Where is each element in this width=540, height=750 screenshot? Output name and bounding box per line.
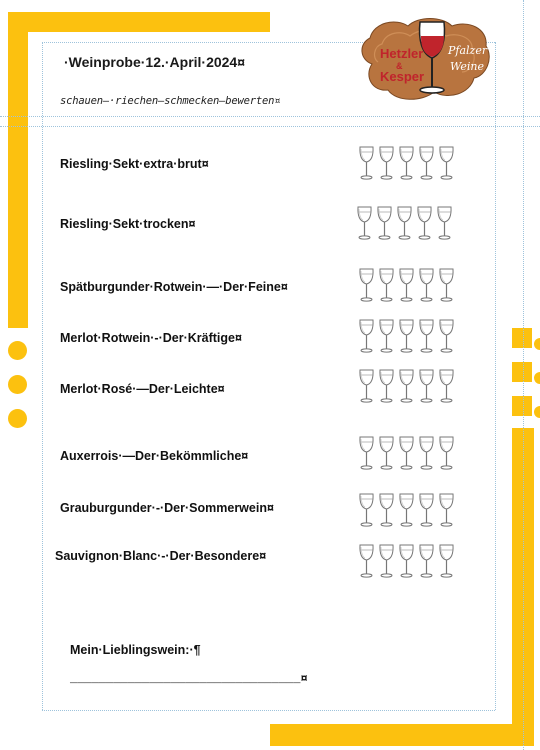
decor-square [512, 362, 532, 382]
wine-glass-icon[interactable] [416, 205, 433, 246]
wine-glass-icon[interactable] [378, 145, 395, 186]
logo-text: & [396, 61, 403, 71]
wine-label: Auxerrois·—Der·Bekömmliche¤ [60, 449, 249, 463]
wine-glass-icon[interactable] [358, 368, 375, 409]
logo-text: Hetzler [380, 46, 424, 61]
wine-glass-icon[interactable] [378, 267, 395, 308]
decor-dot [534, 372, 540, 384]
margin-guide-bottom [42, 710, 495, 711]
wine-glass-icon[interactable] [398, 145, 415, 186]
wine-label: Grauburgunder·-·Der·Sommerwein¤ [60, 501, 274, 515]
wine-glass-icon[interactable] [396, 205, 413, 246]
wine-glass-icon[interactable] [358, 267, 375, 308]
decor-dot [8, 409, 27, 428]
wine-glass-icon[interactable] [398, 543, 415, 584]
wine-glass-icon[interactable] [438, 368, 455, 409]
wine-glass-icon[interactable] [398, 435, 415, 476]
wine-label: Riesling·Sekt·trocken¤ [60, 217, 196, 231]
wine-glass-icon[interactable] [358, 543, 375, 584]
logo-text: Kesper [380, 69, 425, 84]
wine-label: Sauvignon·Blanc·-·Der·Besondere¤ [55, 549, 267, 563]
wine-glass-icon[interactable] [398, 318, 415, 359]
glass-rating[interactable] [358, 267, 455, 308]
wine-label: Merlot·Rotwein·-·Der·Kräftige¤ [60, 331, 242, 345]
wine-label: Riesling·Sekt·extra·brut¤ [60, 157, 209, 171]
favorite-wine-write-line[interactable]: ________________________________¤ [70, 672, 308, 686]
decor-square [512, 396, 532, 416]
wine-glass-icon[interactable] [418, 543, 435, 584]
frame-bar-top-left [8, 12, 270, 32]
wine-glass-icon[interactable] [418, 267, 435, 308]
glass-rating[interactable] [358, 145, 455, 186]
wine-glass-icon[interactable] [378, 368, 395, 409]
logo-script-text: Pfalzer [448, 44, 488, 57]
wine-glass-icon[interactable] [438, 318, 455, 359]
glass-rating[interactable] [358, 435, 455, 476]
frame-bar-left [8, 12, 28, 328]
wine-glass-icon[interactable] [438, 267, 455, 308]
wine-label: Spätburgunder·Rotwein·—·Der·Feine¤ [60, 280, 288, 294]
frame-bar-bottom [270, 724, 534, 746]
wine-glass-icon[interactable] [378, 318, 395, 359]
decor-dot [8, 341, 27, 360]
page-subtitle: schauen—·riechen—schmecken—bewerten¤ [60, 95, 281, 107]
glass-rating[interactable] [358, 368, 455, 409]
decor-dot [534, 406, 540, 418]
wine-glass-icon[interactable] [378, 435, 395, 476]
wine-glass-icon[interactable] [418, 318, 435, 359]
wine-glass-icon[interactable] [356, 205, 373, 246]
wine-glass-icon[interactable] [358, 435, 375, 476]
glass-rating[interactable] [358, 543, 455, 584]
wine-glass-icon[interactable] [438, 435, 455, 476]
wine-glass-icon[interactable] [358, 145, 375, 186]
wine-glass-icon[interactable] [358, 492, 375, 533]
wine-glass-icon[interactable] [376, 205, 393, 246]
wine-glass-icon[interactable] [378, 543, 395, 584]
margin-guide-right [495, 42, 496, 710]
logo-script-text: Weine [450, 60, 485, 73]
wine-glass-icon[interactable] [398, 492, 415, 533]
wine-glass-icon[interactable] [438, 543, 455, 584]
decor-dot [8, 375, 27, 394]
header-guide [0, 126, 540, 127]
winery-logo [358, 14, 492, 106]
wine-glass-icon[interactable] [398, 267, 415, 308]
margin-guide-left [42, 42, 43, 710]
wine-glass-icon[interactable] [418, 145, 435, 186]
page-title: ·Weinprobe·12.·April·2024¤ [64, 54, 246, 70]
edge-guide [523, 0, 524, 750]
wine-label: Merlot·Rosé·—Der·Leichte¤ [60, 382, 225, 396]
header-guide [0, 116, 540, 117]
glass-rating[interactable] [358, 318, 455, 359]
wine-glass-icon[interactable] [398, 368, 415, 409]
wine-glass-icon[interactable] [418, 435, 435, 476]
wine-glass-icon[interactable] [358, 318, 375, 359]
glass-rating[interactable] [358, 492, 455, 533]
wine-glass-icon[interactable] [418, 492, 435, 533]
decor-dot [534, 338, 540, 350]
glass-rating[interactable] [356, 205, 453, 246]
wine-glass-icon[interactable] [436, 205, 453, 246]
wine-glass-icon[interactable] [378, 492, 395, 533]
wine-glass-icon[interactable] [438, 145, 455, 186]
wine-glass-icon[interactable] [418, 368, 435, 409]
wine-glass-icon[interactable] [438, 492, 455, 533]
decor-square [512, 328, 532, 348]
favorite-wine-label: Mein·Lieblingswein:·¶ [70, 643, 201, 657]
